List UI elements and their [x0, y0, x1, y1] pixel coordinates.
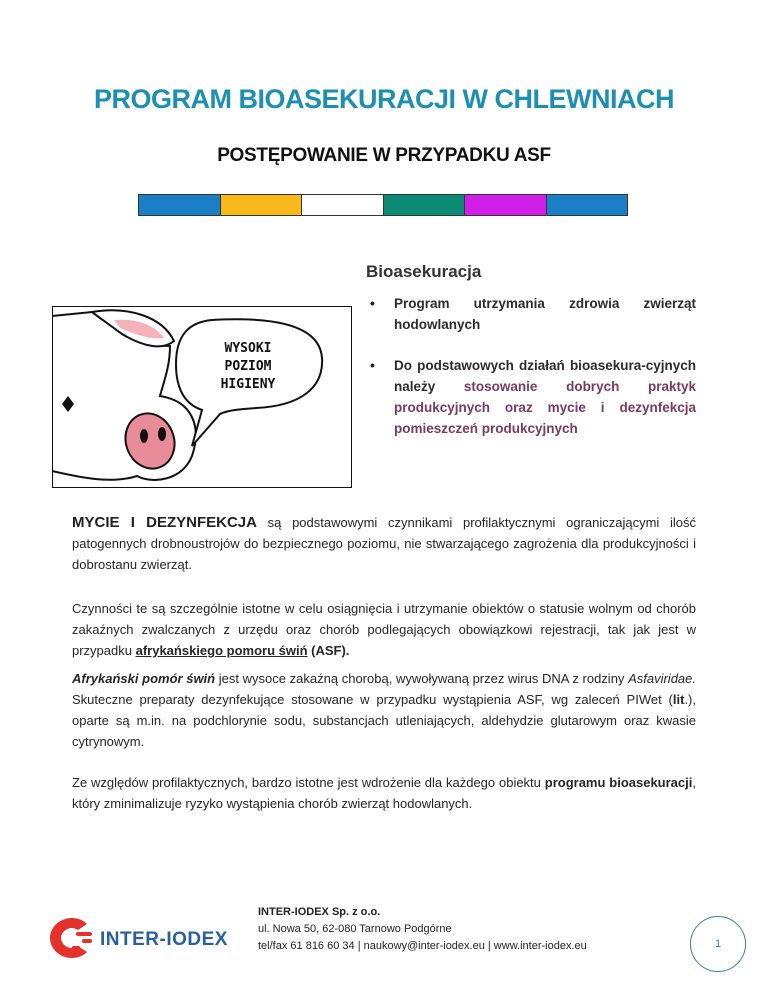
- pig-illustration: [52, 306, 352, 488]
- color-bar: [138, 194, 628, 216]
- inter-iodex-logo: [46, 912, 246, 962]
- list-item: • Program utrzymania zdrowia zwierząt hodowlanych: [366, 293, 696, 335]
- footer-contact: [258, 904, 587, 955]
- bioasekuracja-list: [366, 293, 696, 439]
- paragraph-lead: MYCIE I DEZYNFEKCJA: [72, 514, 257, 531]
- company-name: INTER-IODEX Sp. z o.o.: [258, 906, 381, 918]
- page-number: 1: [690, 916, 746, 972]
- paragraph-asf: Afrykański pomór świń jest wysoce zakaźną chorobą, wywoływaną przez wirus DNA z rodziny Asfaviridae. Skuteczne preparaty dezynfekujące stosowane w przypadku wystąpienia ASF, wg zaleceń PIWet (lit.), oparte są m.in. na podchlorynie sodu, substancjach utleniających, aldehydzie glutarowym oraz kwasie cytrynowym.: [72, 671, 696, 749]
- paragraph-profilaktyka: Ze względów profilaktycznych, bardzo istotne jest wdrożenie dla każdego obiektu programu bioasekuracji, który zminimalizuje ryzyko wystąpienia chorób zwierząt hodowlanych.: [72, 775, 696, 811]
- company-address: ul. Nowa 50, 62-080 Tarnowo Podgórne: [258, 923, 452, 935]
- color-segment: [547, 195, 628, 215]
- bubble-text-line2: POZIOM: [224, 359, 272, 374]
- logo-text: INTER-IODEX: [100, 929, 228, 950]
- paragraph-mycie: MYCIE I DEZYNFEKCJA są podstawowymi czynnikami profilaktycznymi ograniczającymi ilość patogennych drobnoustrojów do bezpiecznego poziomu, nie stwarzającego zagrożenia dla produkcyjności i dobrostanu zwierząt.: [72, 514, 696, 572]
- paragraph-czynnosci: Czynności te są szczególnie istotne w celu osiągnięcia i utrzymanie obiektów o statusie wolnym od chorób zakaźnych zwalczanych z urzędu oraz chorób podlegających obowiązkowi rejestracji, tak jak jest w przypadku afrykańskiego pomoru świń (ASF).: [72, 601, 696, 658]
- asf-link[interactable]: afrykańskiego pomoru świń: [135, 643, 308, 658]
- color-segment: [384, 195, 466, 215]
- bioasekuracja-heading: Bioasekuracja: [366, 262, 482, 281]
- bubble-text-line3: HIGIENY: [220, 377, 276, 392]
- document-subtitle: POSTĘPOWANIE W PRZYPADKU ASF: [217, 145, 551, 166]
- color-segment: [302, 195, 384, 215]
- color-segment: [221, 195, 303, 215]
- list-item: • Do podstawowych działań bioasekura-cyjnych należy stosowanie dobrych praktyk produkcyjnych oraz mycie i dezynfekcja pomieszczeń produkcyjnych: [366, 355, 696, 439]
- document-title: PROGRAM BIOASEKURACJI W CHLEWNIACH: [94, 84, 674, 114]
- color-segment: [139, 195, 221, 215]
- company-contact: tel/fax 61 816 60 34 | naukowy@inter-iodex.eu | www.inter-iodex.eu: [258, 940, 587, 952]
- color-segment: [465, 195, 547, 215]
- bubble-text-line1: WYSOKI: [224, 341, 272, 356]
